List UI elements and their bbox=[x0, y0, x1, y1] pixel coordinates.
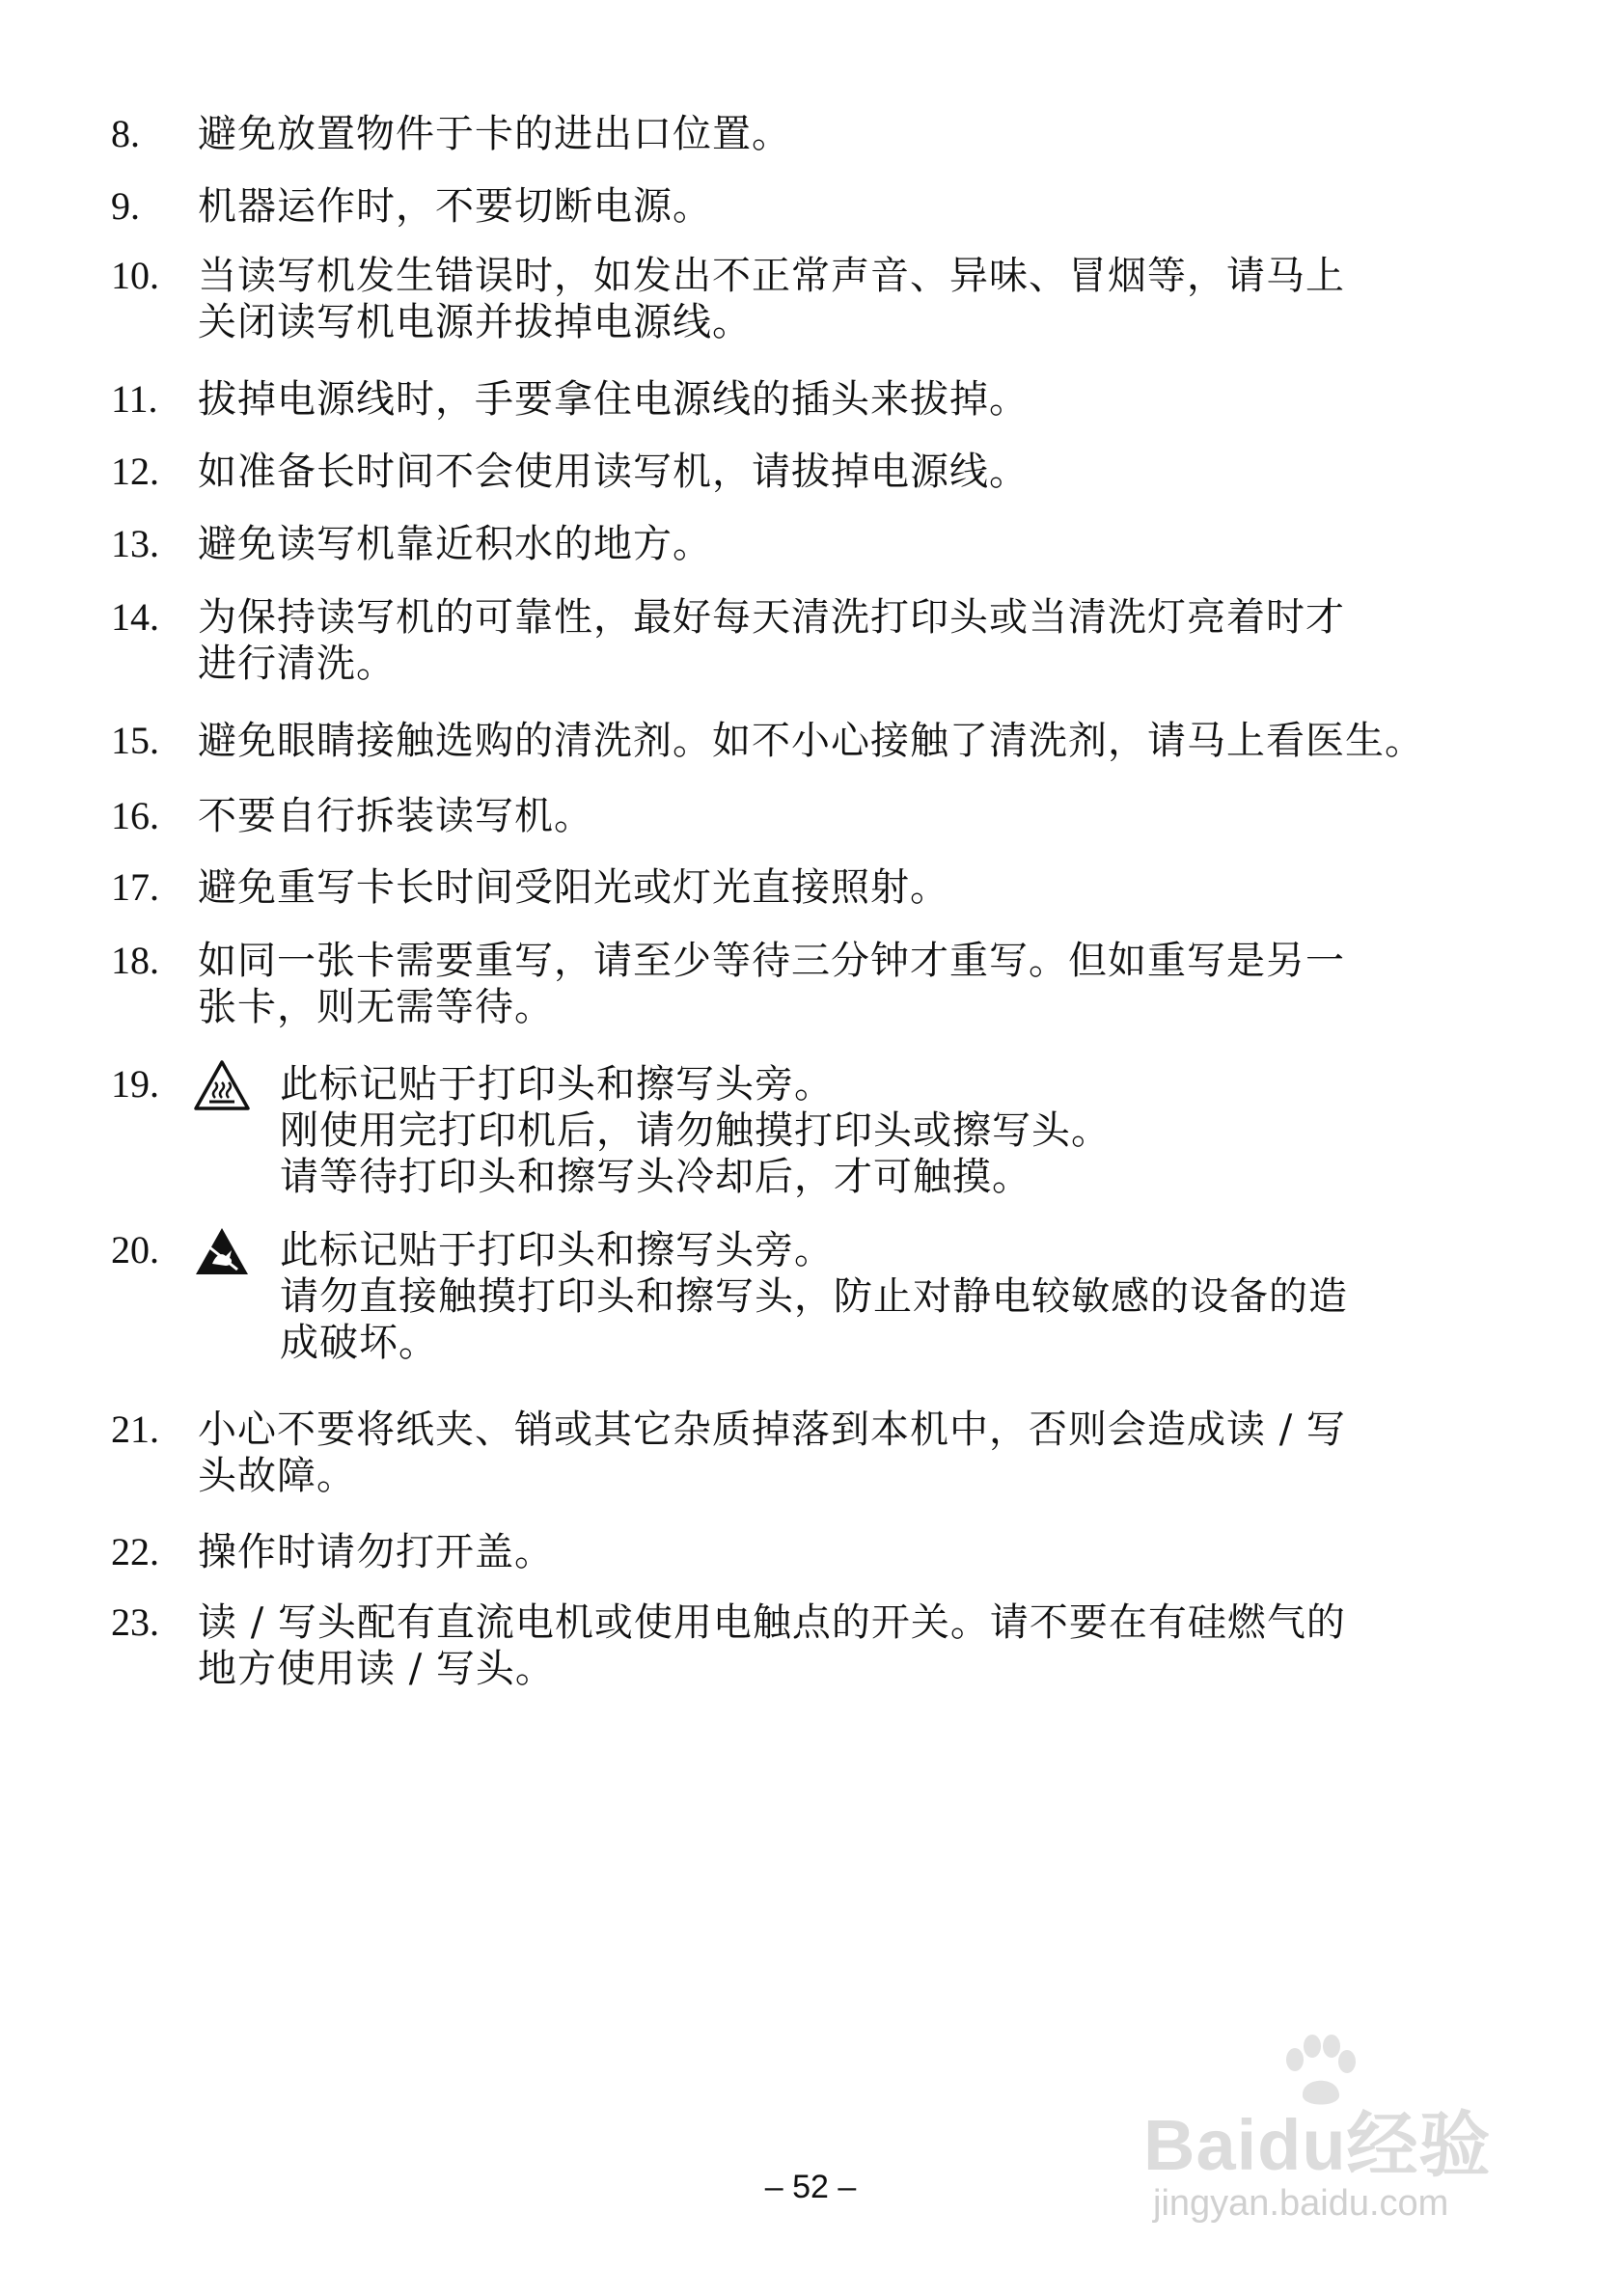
item-text bbox=[198, 864, 1491, 911]
item-text-line: 头故障。 bbox=[198, 1454, 356, 1498]
item-text-line: 为保持读写机的可靠性，最好每天清洗打印头或当清洗灯亮着时才 bbox=[198, 595, 1345, 640]
page-number: – 52 – bbox=[764, 2169, 857, 2205]
item-text-line: 此标记贴于打印头和擦写头旁。 bbox=[280, 1062, 834, 1107]
item-text bbox=[198, 718, 1491, 764]
item-text-line: 操作时请勿打开盖。 bbox=[198, 1530, 554, 1574]
item-text-line: 请勿直接触摸打印头和擦写头，防止对静电较敏感的设备的造 bbox=[280, 1274, 1348, 1319]
watermark-brand: Baidu经验 bbox=[1143, 2105, 1492, 2185]
item-text-line: 读 / 写头配有直流电机或使用电触点的开关。请不要在有硅燃气的 bbox=[198, 1600, 1346, 1645]
watermark bbox=[1143, 2031, 1549, 2224]
item-number: 9. bbox=[111, 184, 140, 228]
item-text-line: 不要自行拆装读写机。 bbox=[198, 794, 593, 838]
item-text-line: 避免重写卡长时间受阳光或灯光直接照射。 bbox=[198, 865, 949, 910]
item-text-line: 拔掉电源线时，手要拿住电源线的插头来拔掉。 bbox=[198, 377, 1029, 422]
item-text-line: 张卡，则无需等待。 bbox=[198, 985, 554, 1029]
item-text-line: 成破坏。 bbox=[280, 1321, 438, 1365]
item-text bbox=[280, 1061, 1496, 1200]
item-text-line: 避免读写机靠近积水的地方。 bbox=[198, 522, 712, 566]
item-text-line: 机器运作时，不要切断电源。 bbox=[198, 184, 712, 229]
item-text-line: 避免眼睛接触选购的清洗剂。如不小心接触了清洗剂，请马上看医生。 bbox=[198, 719, 1424, 763]
item-text bbox=[198, 1529, 1491, 1575]
item-number: 15. bbox=[111, 719, 159, 762]
item-text bbox=[280, 1227, 1496, 1366]
item-text-line: 刚使用完打印机后，请勿触摸打印头或擦写头。 bbox=[280, 1108, 1111, 1153]
item-text bbox=[198, 111, 1491, 157]
item-number: 19. bbox=[111, 1062, 159, 1106]
item-text bbox=[198, 253, 1491, 345]
electrostatic-sensitive-warning-icon bbox=[193, 1225, 251, 1275]
item-number: 8. bbox=[111, 112, 140, 155]
item-number: 14. bbox=[111, 595, 159, 639]
item-text bbox=[198, 1599, 1491, 1692]
item-text-line: 如同一张卡需要重写，请至少等待三分钟才重写。但如重写是另一 bbox=[198, 939, 1345, 983]
item-number: 12. bbox=[111, 450, 159, 493]
item-text bbox=[198, 183, 1491, 230]
item-text-line: 地方使用读 / 写头。 bbox=[198, 1647, 555, 1691]
item-number: 13. bbox=[111, 522, 159, 565]
item-text bbox=[198, 1407, 1491, 1499]
item-text-line: 如准备长时间不会使用读写机，请拔掉电源线。 bbox=[198, 450, 1029, 494]
item-number: 17. bbox=[111, 865, 159, 909]
item-number: 10. bbox=[111, 254, 159, 297]
item-text bbox=[198, 793, 1491, 839]
item-text bbox=[198, 594, 1491, 687]
item-text-line: 当读写机发生错误时，如发出不正常声音、异味、冒烟等，请马上 bbox=[198, 254, 1345, 298]
item-text-line: 避免放置物件于卡的进出口位置。 bbox=[198, 112, 791, 156]
item-text bbox=[198, 521, 1491, 567]
item-number: 22. bbox=[111, 1530, 159, 1573]
item-text-line: 小心不要将纸夹、销或其它杂质掉落到本机中，否则会造成读 / 写 bbox=[198, 1408, 1346, 1452]
hot-surface-warning-icon bbox=[193, 1059, 251, 1109]
item-number: 18. bbox=[111, 939, 159, 982]
item-number: 21. bbox=[111, 1408, 159, 1451]
item-text bbox=[198, 449, 1491, 495]
item-text-line: 进行清洗。 bbox=[198, 642, 396, 686]
watermark-url: jingyan.baidu.com bbox=[1153, 2183, 1449, 2224]
item-text bbox=[198, 376, 1491, 423]
item-number: 20. bbox=[111, 1228, 159, 1271]
item-number: 23. bbox=[111, 1600, 159, 1644]
item-text bbox=[198, 938, 1491, 1030]
item-text-line: 请等待打印头和擦写头冷却后，才可触摸。 bbox=[280, 1155, 1031, 1199]
item-number: 16. bbox=[111, 794, 159, 837]
item-text-line: 此标记贴于打印头和擦写头旁。 bbox=[280, 1228, 834, 1272]
item-number: 11. bbox=[111, 377, 158, 421]
item-text-line: 关闭读写机电源并拔掉电源线。 bbox=[198, 300, 752, 344]
